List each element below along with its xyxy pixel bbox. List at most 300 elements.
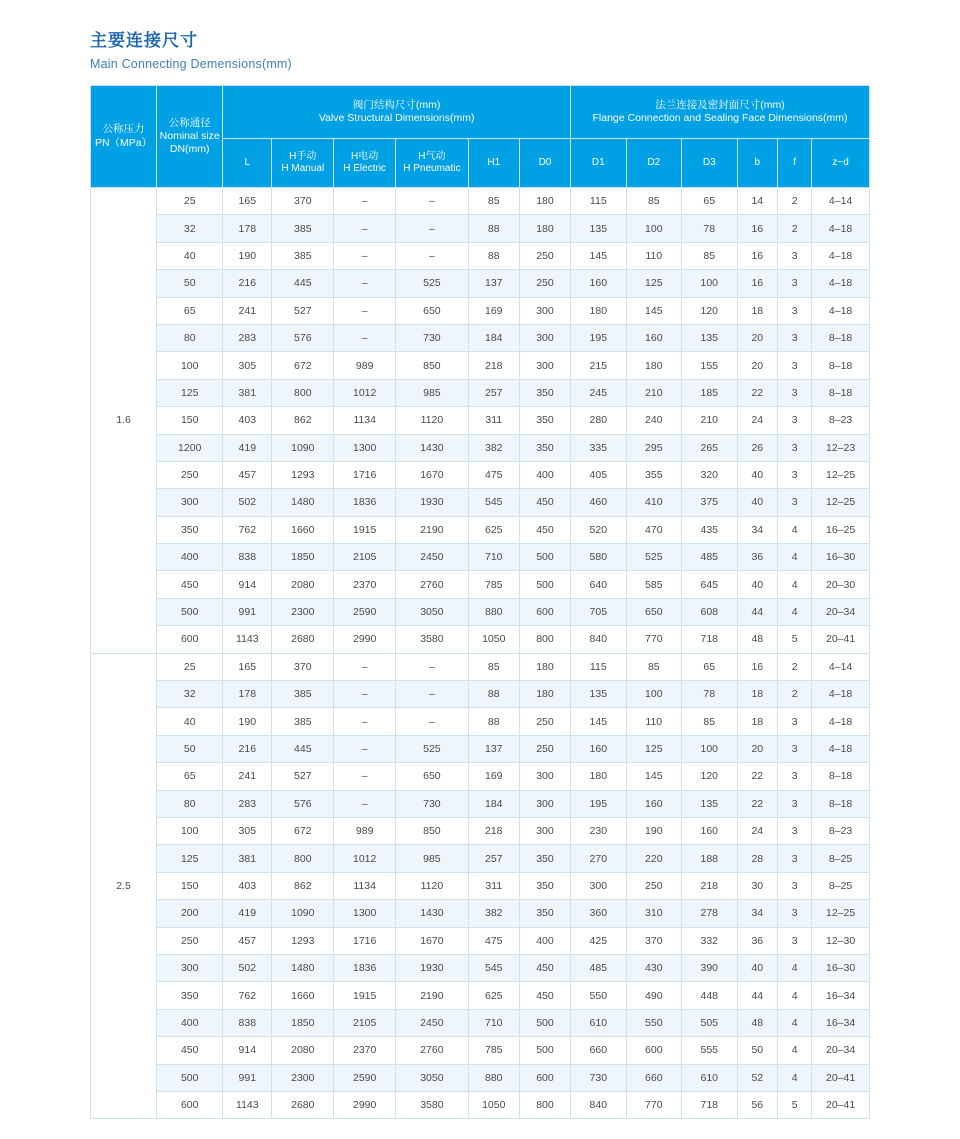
cell-value: 800 — [272, 379, 334, 406]
cell-value: 862 — [272, 872, 334, 899]
cell-value: 16 — [737, 653, 778, 680]
cell-value: 241 — [223, 297, 272, 324]
cell-nominal-size: 350 — [157, 516, 223, 543]
table-row — [91, 1009, 870, 1036]
cell-value: 650 — [626, 598, 681, 625]
table-row — [91, 242, 870, 269]
cell-value: 550 — [626, 1009, 681, 1036]
cell-value: 20 — [737, 324, 778, 351]
cell-value: 250 — [519, 270, 570, 297]
cell-value: 838 — [223, 1009, 272, 1036]
cell-value: 4 — [778, 544, 812, 571]
cell-value: 585 — [626, 571, 681, 598]
cell-value: 5 — [778, 1091, 812, 1118]
cell-value: 20–30 — [812, 571, 870, 598]
cell-value: 184 — [468, 790, 519, 817]
cell-value: 216 — [223, 735, 272, 762]
table-row — [91, 653, 870, 680]
cell-value: 2450 — [396, 544, 469, 571]
cell-value: 385 — [272, 242, 334, 269]
cell-value: 1293 — [272, 927, 334, 954]
cell-nominal-size: 25 — [157, 653, 223, 680]
cell-value: 4–18 — [812, 708, 870, 735]
cell-value: 608 — [682, 598, 737, 625]
cell-value: 16 — [737, 215, 778, 242]
cell-value: 195 — [571, 790, 626, 817]
cell-value: 457 — [223, 461, 272, 488]
cell-value: 500 — [519, 544, 570, 571]
cell-value: 85 — [682, 242, 737, 269]
cell-value: 88 — [468, 242, 519, 269]
cell-value: 335 — [571, 434, 626, 461]
header-col-z-d: z−d — [812, 139, 870, 188]
cell-value: 20–41 — [812, 626, 870, 653]
cell-value: 137 — [468, 270, 519, 297]
cell-value: 350 — [519, 434, 570, 461]
cell-value: 278 — [682, 900, 737, 927]
cell-value: 914 — [223, 571, 272, 598]
cell-value: 3 — [778, 242, 812, 269]
cell-value: 505 — [682, 1009, 737, 1036]
cell-value: 710 — [468, 1009, 519, 1036]
header-col-h1: H1 — [468, 139, 519, 188]
header-col-d2: D2 — [626, 139, 681, 188]
cell-nominal-size: 600 — [157, 626, 223, 653]
cell-value: 245 — [571, 379, 626, 406]
cell-value: 2190 — [396, 982, 469, 1009]
cell-value: 1300 — [334, 900, 396, 927]
cell-nominal-size: 32 — [157, 681, 223, 708]
table-row — [91, 352, 870, 379]
cell-value: 115 — [571, 653, 626, 680]
cell-value: 800 — [272, 845, 334, 872]
cell-value: 125 — [626, 270, 681, 297]
table-row — [91, 324, 870, 351]
cell-value: 190 — [223, 242, 272, 269]
cell-value: 165 — [223, 188, 272, 215]
cell-value: 190 — [626, 817, 681, 844]
cell-value: 360 — [571, 900, 626, 927]
cell-value: 218 — [682, 872, 737, 899]
cell-value: 610 — [571, 1009, 626, 1036]
cell-value: 110 — [626, 708, 681, 735]
cell-value: 4 — [778, 571, 812, 598]
cell-value: 88 — [468, 681, 519, 708]
cell-value: 1430 — [396, 434, 469, 461]
cell-value: 718 — [682, 626, 737, 653]
cell-value: 730 — [396, 324, 469, 351]
cell-value: 3 — [778, 489, 812, 516]
cell-value: 2 — [778, 215, 812, 242]
cell-nominal-size: 65 — [157, 297, 223, 324]
table-row — [91, 434, 870, 461]
cell-value: 265 — [682, 434, 737, 461]
cell-value: 250 — [519, 735, 570, 762]
cell-value: 4–18 — [812, 735, 870, 762]
header-col-h-pneumatic: H气动 H Pneumatic — [396, 139, 469, 188]
cell-value: 672 — [272, 352, 334, 379]
cell-value: 800 — [519, 626, 570, 653]
table-row — [91, 571, 870, 598]
cell-value: 2080 — [272, 571, 334, 598]
cell-value: 1012 — [334, 845, 396, 872]
table-row — [91, 681, 870, 708]
cell-value: 991 — [223, 598, 272, 625]
cell-value: – — [396, 242, 469, 269]
header-col-d1: D1 — [571, 139, 626, 188]
cell-value: 311 — [468, 872, 519, 899]
cell-value: 475 — [468, 461, 519, 488]
cell-value: 710 — [468, 544, 519, 571]
cell-value: 24 — [737, 407, 778, 434]
cell-value: 1850 — [272, 544, 334, 571]
cell-value: 3 — [778, 763, 812, 790]
cell-value: 145 — [626, 297, 681, 324]
cell-value: 382 — [468, 900, 519, 927]
cell-value: 165 — [223, 653, 272, 680]
cell-value: 135 — [682, 790, 737, 817]
cell-nominal-size: 80 — [157, 790, 223, 817]
cell-value: 1660 — [272, 516, 334, 543]
cell-value: 65 — [682, 188, 737, 215]
cell-value: 3050 — [396, 1064, 469, 1091]
cell-value: 485 — [682, 544, 737, 571]
cell-value: 180 — [519, 681, 570, 708]
cell-nominal-size: 1200 — [157, 434, 223, 461]
cell-value: 2300 — [272, 1064, 334, 1091]
cell-value: 30 — [737, 872, 778, 899]
table-row — [91, 982, 870, 1009]
cell-value: 20–34 — [812, 1037, 870, 1064]
header-nominal-size: 公称通径 Nominal size DN(mm) — [157, 86, 223, 188]
cell-value: 20–41 — [812, 1091, 870, 1118]
cell-value: 8–25 — [812, 872, 870, 899]
cell-value: 4–18 — [812, 681, 870, 708]
cell-value: 1716 — [334, 461, 396, 488]
cell-value: 350 — [519, 872, 570, 899]
cell-nominal-size: 400 — [157, 1009, 223, 1036]
table-row — [91, 900, 870, 927]
cell-value: 527 — [272, 763, 334, 790]
cell-value: 985 — [396, 379, 469, 406]
cell-value: 3 — [778, 708, 812, 735]
cell-value: 3 — [778, 735, 812, 762]
cell-value: 12–23 — [812, 434, 870, 461]
cell-value: 22 — [737, 379, 778, 406]
cell-value: 800 — [519, 1091, 570, 1118]
cell-value: 1670 — [396, 461, 469, 488]
cell-nominal-size: 150 — [157, 407, 223, 434]
cell-value: 1836 — [334, 954, 396, 981]
cell-value: 8–25 — [812, 845, 870, 872]
cell-value: 300 — [571, 872, 626, 899]
table-row — [91, 817, 870, 844]
table-row — [91, 544, 870, 571]
cell-nominal-pressure: 1.6 — [91, 188, 157, 654]
cell-value: 450 — [519, 954, 570, 981]
cell-value: 645 — [682, 571, 737, 598]
cell-value: 4–18 — [812, 297, 870, 324]
cell-value: 85 — [468, 188, 519, 215]
cell-value: 280 — [571, 407, 626, 434]
cell-value: 85 — [682, 708, 737, 735]
header-col-l: L — [223, 139, 272, 188]
cell-value: 2450 — [396, 1009, 469, 1036]
cell-value: 145 — [626, 763, 681, 790]
cell-value: 2370 — [334, 571, 396, 598]
table-row — [91, 215, 870, 242]
table-row — [91, 735, 870, 762]
cell-value: 770 — [626, 626, 681, 653]
cell-value: – — [334, 188, 396, 215]
cell-value: 4–18 — [812, 242, 870, 269]
cell-value: 1134 — [334, 407, 396, 434]
cell-value: 40 — [737, 954, 778, 981]
cell-value: 500 — [519, 1037, 570, 1064]
cell-value: 3 — [778, 434, 812, 461]
cell-value: 305 — [223, 817, 272, 844]
cell-value: 3580 — [396, 626, 469, 653]
page-title-en: Main Connecting Demensions(mm) — [90, 57, 292, 71]
cell-value: 250 — [519, 708, 570, 735]
table-row — [91, 1037, 870, 1064]
cell-value: 160 — [626, 790, 681, 817]
cell-value: 250 — [519, 242, 570, 269]
cell-value: 500 — [519, 1009, 570, 1036]
cell-value: 730 — [396, 790, 469, 817]
cell-nominal-size: 65 — [157, 763, 223, 790]
cell-value: 445 — [272, 270, 334, 297]
cell-value: 78 — [682, 215, 737, 242]
cell-value: 26 — [737, 434, 778, 461]
cell-value: 88 — [468, 708, 519, 735]
cell-value: 382 — [468, 434, 519, 461]
table-body — [91, 188, 870, 1119]
cell-value: 40 — [737, 461, 778, 488]
cell-value: 640 — [571, 571, 626, 598]
cell-value: 762 — [223, 516, 272, 543]
cell-value: 991 — [223, 1064, 272, 1091]
cell-value: 425 — [571, 927, 626, 954]
cell-value: 190 — [223, 708, 272, 735]
cell-value: 215 — [571, 352, 626, 379]
cell-value: 2080 — [272, 1037, 334, 1064]
cell-nominal-size: 500 — [157, 598, 223, 625]
cell-value: 110 — [626, 242, 681, 269]
table-row — [91, 845, 870, 872]
cell-value: 1660 — [272, 982, 334, 1009]
cell-value: 8–18 — [812, 763, 870, 790]
cell-value: 44 — [737, 598, 778, 625]
cell-value: 180 — [571, 297, 626, 324]
cell-value: 241 — [223, 763, 272, 790]
cell-value: 16–30 — [812, 544, 870, 571]
cell-value: 85 — [626, 188, 681, 215]
cell-value: 4–14 — [812, 653, 870, 680]
cell-value: 625 — [468, 982, 519, 1009]
cell-value: 430 — [626, 954, 681, 981]
cell-value: 1930 — [396, 954, 469, 981]
cell-value: 385 — [272, 215, 334, 242]
cell-value: 525 — [396, 735, 469, 762]
cell-value: 2105 — [334, 1009, 396, 1036]
cell-value: 8–18 — [812, 352, 870, 379]
table-row — [91, 407, 870, 434]
cell-nominal-pressure: 2.5 — [91, 653, 157, 1119]
cell-value: 2760 — [396, 571, 469, 598]
cell-nominal-size: 40 — [157, 708, 223, 735]
cell-value: 550 — [571, 982, 626, 1009]
cell-value: 4 — [778, 954, 812, 981]
cell-value: 405 — [571, 461, 626, 488]
cell-value: 65 — [682, 653, 737, 680]
cell-value: 20–34 — [812, 598, 870, 625]
cell-value: 305 — [223, 352, 272, 379]
cell-value: 403 — [223, 407, 272, 434]
cell-value: 545 — [468, 954, 519, 981]
cell-value: 718 — [682, 1091, 737, 1118]
cell-value: 300 — [519, 352, 570, 379]
cell-value: – — [396, 708, 469, 735]
cell-value: 125 — [626, 735, 681, 762]
cell-value: 100 — [626, 215, 681, 242]
cell-value: – — [334, 297, 396, 324]
cell-value: 1090 — [272, 434, 334, 461]
cell-value: 24 — [737, 817, 778, 844]
cell-value: 220 — [626, 845, 681, 872]
cell-value: 300 — [519, 297, 570, 324]
cell-value: 100 — [682, 270, 737, 297]
table-row — [91, 954, 870, 981]
cell-value: 12–30 — [812, 927, 870, 954]
cell-value: 2590 — [334, 1064, 396, 1091]
cell-value: – — [334, 270, 396, 297]
table-row — [91, 790, 870, 817]
cell-value: 448 — [682, 982, 737, 1009]
cell-value: 16–34 — [812, 982, 870, 1009]
cell-nominal-size: 250 — [157, 927, 223, 954]
cell-value: 180 — [626, 352, 681, 379]
cell-value: 2680 — [272, 1091, 334, 1118]
cell-value: – — [334, 324, 396, 351]
table-row — [91, 188, 870, 215]
header-group-flange-connection: 法兰连接及密封面尺寸(mm) Flange Connection and Sealing Face Dimensions(mm) — [571, 86, 870, 139]
cell-value: 22 — [737, 790, 778, 817]
cell-value: 4–14 — [812, 188, 870, 215]
cell-value: 1430 — [396, 900, 469, 927]
cell-value: 1480 — [272, 489, 334, 516]
cell-value: 1143 — [223, 1091, 272, 1118]
cell-value: 370 — [272, 188, 334, 215]
cell-value: 270 — [571, 845, 626, 872]
table-row — [91, 927, 870, 954]
cell-nominal-size: 300 — [157, 954, 223, 981]
dimensions-table — [90, 85, 870, 1119]
cell-value: 370 — [626, 927, 681, 954]
cell-value: 185 — [682, 379, 737, 406]
cell-value: 3 — [778, 790, 812, 817]
cell-value: 48 — [737, 626, 778, 653]
cell-value: 520 — [571, 516, 626, 543]
cell-value: 419 — [223, 900, 272, 927]
cell-value: – — [396, 215, 469, 242]
cell-value: 989 — [334, 817, 396, 844]
cell-value: – — [396, 188, 469, 215]
cell-value: 320 — [682, 461, 737, 488]
cell-value: 34 — [737, 900, 778, 927]
cell-value: 5 — [778, 626, 812, 653]
cell-value: 375 — [682, 489, 737, 516]
cell-value: – — [334, 763, 396, 790]
cell-value: 403 — [223, 872, 272, 899]
cell-value: 300 — [519, 763, 570, 790]
cell-value: 475 — [468, 927, 519, 954]
cell-value: 4 — [778, 1064, 812, 1091]
cell-value: 350 — [519, 900, 570, 927]
cell-value: 52 — [737, 1064, 778, 1091]
cell-value: 14 — [737, 188, 778, 215]
cell-value: 1050 — [468, 626, 519, 653]
cell-value: 1915 — [334, 516, 396, 543]
cell-value: 435 — [682, 516, 737, 543]
cell-value: 4 — [778, 1009, 812, 1036]
cell-value: 20–41 — [812, 1064, 870, 1091]
cell-value: 2680 — [272, 626, 334, 653]
cell-value: 576 — [272, 790, 334, 817]
cell-value: 445 — [272, 735, 334, 762]
cell-value: 180 — [519, 188, 570, 215]
cell-value: 40 — [737, 571, 778, 598]
cell-value: 650 — [396, 297, 469, 324]
cell-value: 137 — [468, 735, 519, 762]
cell-value: 283 — [223, 790, 272, 817]
cell-value: 350 — [519, 845, 570, 872]
header-col-b: b — [737, 139, 778, 188]
cell-value: 2300 — [272, 598, 334, 625]
cell-value: 300 — [519, 790, 570, 817]
cell-value: 20 — [737, 735, 778, 762]
cell-value: 257 — [468, 845, 519, 872]
cell-value: 16–30 — [812, 954, 870, 981]
cell-value: 12–25 — [812, 461, 870, 488]
cell-value: 4–18 — [812, 215, 870, 242]
cell-value: 600 — [626, 1037, 681, 1064]
cell-value: 160 — [571, 735, 626, 762]
cell-value: 100 — [626, 681, 681, 708]
cell-value: 16 — [737, 270, 778, 297]
cell-value: 169 — [468, 297, 519, 324]
cell-value: 650 — [396, 763, 469, 790]
cell-value: 381 — [223, 379, 272, 406]
cell-value: 4 — [778, 598, 812, 625]
cell-value: 3 — [778, 407, 812, 434]
cell-value: 135 — [571, 215, 626, 242]
cell-nominal-size: 450 — [157, 1037, 223, 1064]
cell-value: 3 — [778, 379, 812, 406]
cell-value: 502 — [223, 954, 272, 981]
header-col-h-manual: H手动 H Manual — [272, 139, 334, 188]
cell-value: – — [396, 681, 469, 708]
table-row — [91, 763, 870, 790]
cell-value: 400 — [519, 927, 570, 954]
cell-value: 576 — [272, 324, 334, 351]
cell-value: 370 — [272, 653, 334, 680]
table-row — [91, 489, 870, 516]
cell-value: 390 — [682, 954, 737, 981]
cell-value: 610 — [682, 1064, 737, 1091]
cell-value: 1850 — [272, 1009, 334, 1036]
cell-value: 218 — [468, 352, 519, 379]
